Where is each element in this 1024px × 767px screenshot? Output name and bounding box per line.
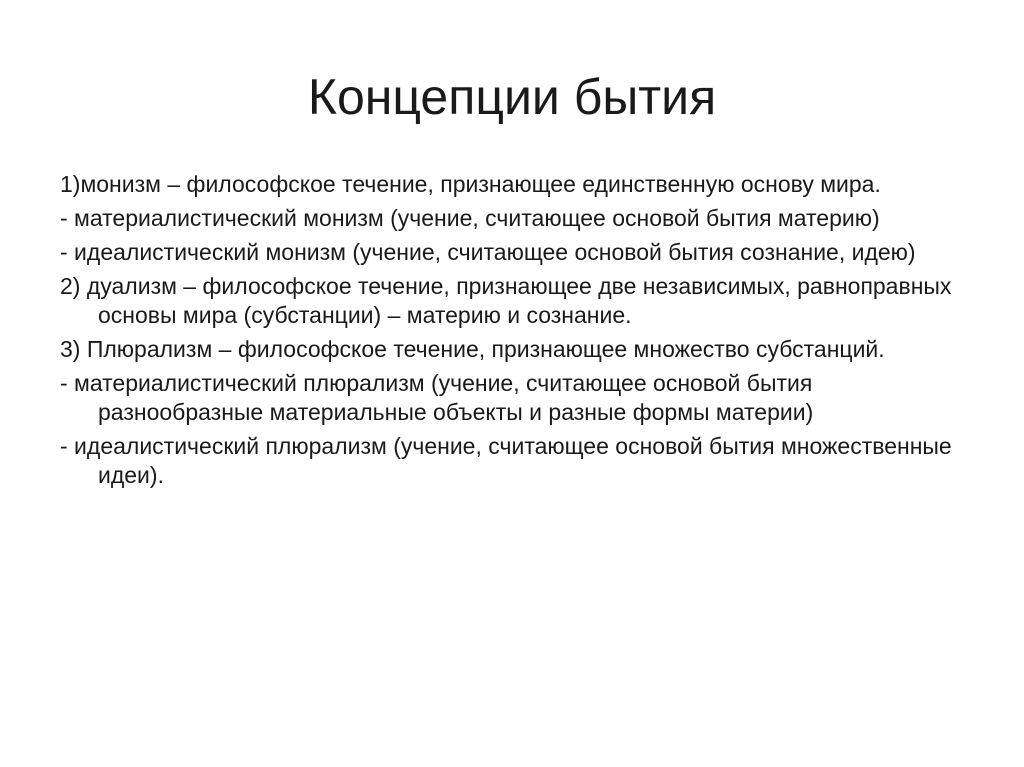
- paragraph-materialistic-pluralism: - материалистический плюрализм (учение, считающее основой бытия разнообразные материальные объекты и разные формы материи): [60, 370, 814, 425]
- paragraph-pluralism: 3) Плюрализм – философское течение, признающее множество субстанций.: [60, 336, 885, 362]
- slide-body: [60, 170, 970, 495]
- paragraph-dualism: 2) дуализм – философское течение, признающее две независимых, равноправных основы мира (субстанции) – материю и сознание.: [60, 273, 952, 328]
- paragraph-idealistic-monism: - идеалистический монизм (учение, считающее основой бытия сознание, идею): [60, 239, 916, 265]
- slide-title: Концепции бытия: [307, 69, 717, 125]
- paragraph-idealistic-pluralism: - идеалистический плюрализм (учение, считающее основой бытия множественные идеи).: [60, 433, 952, 488]
- paragraph-materialistic-monism: - материалистический монизм (учение, считающее основой бытия материю): [60, 205, 880, 231]
- paragraph-monism: 1)монизм – философское течение, признающее единственную основу мира.: [60, 171, 881, 197]
